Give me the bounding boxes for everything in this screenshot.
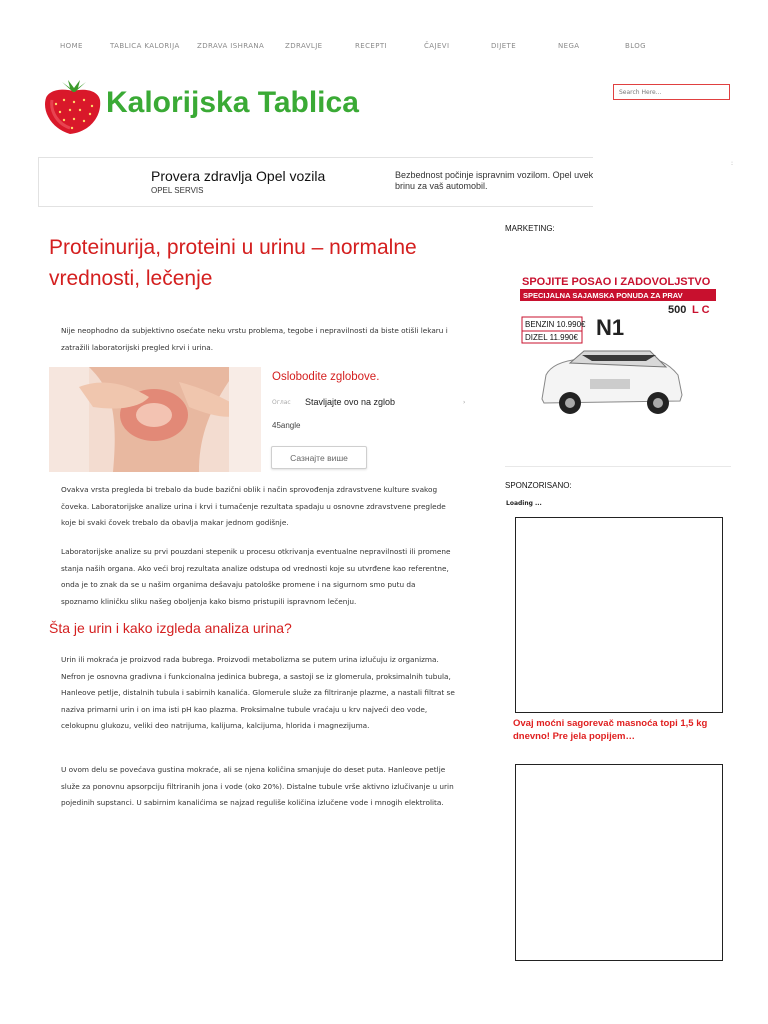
site-title: Kalorijska Tablica xyxy=(106,86,359,119)
nav-zdravlje[interactable]: ZDRAVLJE xyxy=(285,42,323,50)
ad-choices-icon[interactable]: : xyxy=(731,160,734,167)
site-logo[interactable] xyxy=(40,78,400,138)
svg-text:N1: N1 xyxy=(596,315,625,340)
top-ad-banner[interactable] xyxy=(38,157,593,207)
ad-line2: SPECIJALNA SAJAMSKA PONUDA ZA PRAV xyxy=(523,291,683,300)
sponsored-ad-box[interactable] xyxy=(515,517,723,713)
sidebar-sponsored-heading: SPONZORISANO: xyxy=(505,481,572,490)
nav-blog[interactable]: BLOG xyxy=(625,42,646,50)
top-ad-advertiser: OPEL SERVIS xyxy=(151,186,204,195)
nav-home[interactable]: HOME xyxy=(60,42,83,50)
article-title: Proteinurija, proteini u urinu – normalne vrednosti, lečenje xyxy=(49,236,417,290)
inline-ad-learn-more-button[interactable]: Сазнајте више xyxy=(271,446,367,469)
ad-dizel: DIZEL 11.990€ xyxy=(525,333,578,342)
top-ad-headline[interactable]: Provera zdravlja Opel vozila xyxy=(151,168,326,184)
nav-nega[interactable]: NEGA xyxy=(558,42,580,50)
inline-ad-more-icon: › xyxy=(463,399,466,406)
article-paragraph: Nije neophodno da subjektivno osećate neku vrstu problema, tegobe i nepravilnosti da biste otišli lekaru i zatražili laboratorijski pregled krvi i urina. xyxy=(61,326,448,352)
inline-ad-title[interactable]: Oslobodite zglobove. xyxy=(272,371,380,383)
article-paragraph: Ovakva vrsta pregleda bi trebalo da bude bazični oblik i način sprovođenja zdravstvene kulture svakog čoveka. Laboratorijske analize urina i krvi i tumačenje rezultata spadaju u osnovne zdravstvene preglede koje bi svaki čovek trebalo da obavlja makar jednom godišnje. xyxy=(61,485,446,527)
nav-cajevi[interactable]: ČAJEVI xyxy=(424,42,450,50)
loading-indicator: Loading ... xyxy=(506,500,542,507)
ad-line1: SPOJITE POSAO I ZADOVOLJSTVO xyxy=(522,276,711,288)
inline-ad-image[interactable] xyxy=(49,367,261,472)
nav-recepti[interactable]: RECEPTI xyxy=(355,42,387,50)
sponsored-ad-box[interactable] xyxy=(515,764,723,961)
section-heading: Šta je urin i kako izgleda analiza urina? xyxy=(49,620,292,636)
nav-zdrava-ishrana[interactable]: ZDRAVA ISHRANA xyxy=(197,42,265,50)
inline-ad-source: 45angle xyxy=(272,421,301,430)
inline-ad-description[interactable]: Stavljajte ovo na zglob xyxy=(305,397,396,407)
sidebar-divider xyxy=(505,466,731,467)
ad-price: 500 xyxy=(668,304,687,316)
sidebar-marketing-heading: MARKETING: xyxy=(505,224,555,233)
svg-text:L C: L C xyxy=(692,304,710,316)
sponsored-ad-caption[interactable]: Ovaj moćni sagorevač masnoća topi 1,5 kg dnevno! Pre jela popijem… xyxy=(513,718,708,742)
article-paragraph: U ovom delu se povećava gustina mokraće, ali se njena količina smanjuje do deset puta. Hanleove petlje služe za ponovnu apsorpciju filtriranih jona i vode (oko 20%). Distalne tubule vrše aktivno izlučivanje u urin pojedinih supstanci. U sabirnim kanalićima se najzad reguliše količina izlučene vode i mnogih elektrolita. xyxy=(61,765,454,807)
top-ad-text: Bezbednost počinje ispravnim vozilom. Opel uvek brinu za vaš automobil. xyxy=(395,170,593,191)
nav-dijete[interactable]: DIJETE xyxy=(491,42,517,50)
search-input[interactable] xyxy=(613,84,730,100)
article-paragraph: Laboratorijske analize su prvi pouzdani stepenik u procesu otkrivanja eventualne nepravilnosti ili promene stanja naših organa. Ako veći broj rezultata analize odstupa od vrednosti koje su utvrđene kao referentne, onda je to znak da se u našim organima dešavaju patološke promene i na sigurnom smo putu da spoznamo kliničku sliku našeg oboljenja kako bismo pristupili ispravnom lečenju. xyxy=(61,547,451,606)
nav-tablica-kalorija[interactable]: TABLICA KALORIJA xyxy=(110,42,180,50)
inline-ad-label: Оглас xyxy=(272,399,291,406)
strawberry-icon xyxy=(40,78,106,136)
top-navigation xyxy=(0,42,768,58)
article-paragraph: Urin ili mokraća je proizvod rada bubrega. Proizvodi metabolizma se putem urina izlučuju iz organizma. Nefron je osnovna gradivna i funkcionalna jedinica bubrega, a sastoji se iz glomerula, proksimalnih tubula, Hanleove petlje, distalnih tubula i sabirnih kanalića. Glomerule služe za filtriranje plazme, a nastali filtrat se naziva primarni urin i on ima isti pH kao plazma. Proksimalne tubule vraćaju u krv najveći deo vode, celokupnu glukozu, veliki deo natrijuma, kalijuma, kalcijuma, hlorida i magnezijuma. xyxy=(61,655,455,730)
sidebar-car-ad[interactable] xyxy=(520,271,716,421)
ad-benzin: BENZIN 10.990€ xyxy=(525,320,586,329)
